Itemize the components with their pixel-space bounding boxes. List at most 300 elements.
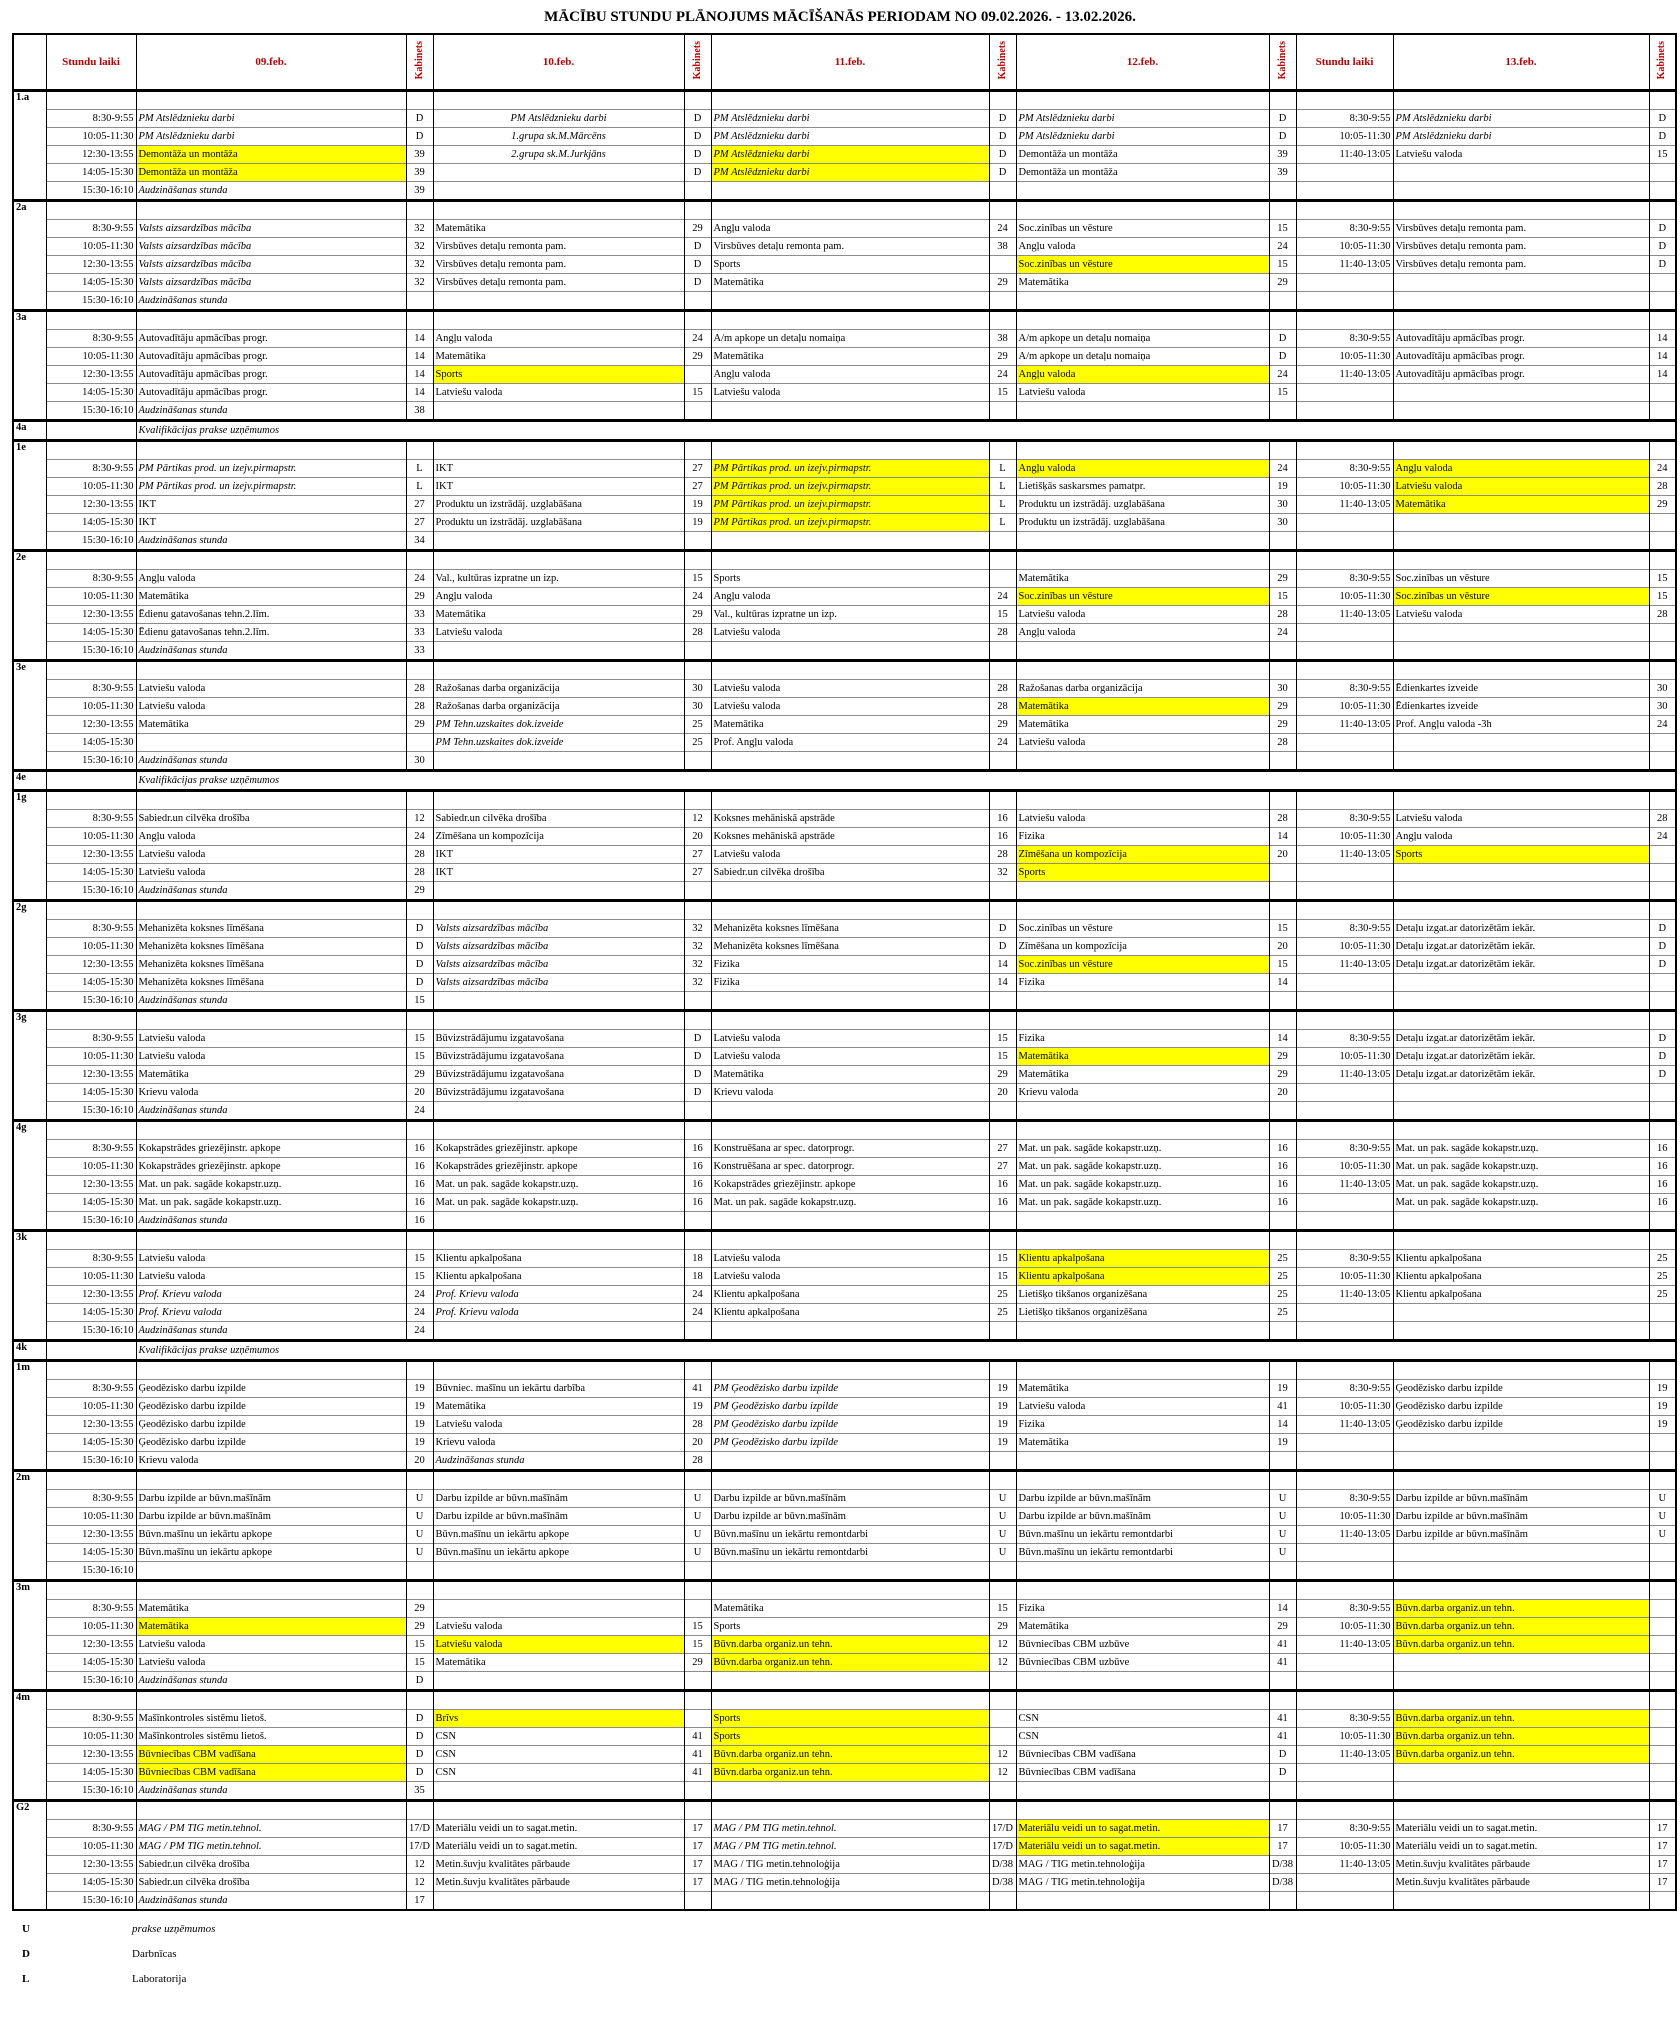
subject-cell <box>1016 441 1269 460</box>
room-cell: U <box>1269 1526 1296 1544</box>
room-cell: D/38 <box>989 1856 1016 1874</box>
subject-cell <box>1393 1121 1649 1140</box>
timetable-row <box>13 238 1676 256</box>
room-cell <box>684 1471 711 1490</box>
room-cell <box>684 1212 711 1231</box>
room-cell: 15 <box>684 1618 711 1636</box>
group-spacer-row <box>13 201 1676 220</box>
room-cell: 28 <box>684 1416 711 1434</box>
subject-cell <box>1393 1231 1649 1250</box>
legend-label-u: prakse uzņēmumos <box>132 1922 216 1935</box>
room-cell <box>684 1672 711 1691</box>
time-cell: 15:30-16:10 <box>46 182 136 201</box>
room-cell <box>406 441 433 460</box>
room-cell: 16 <box>684 1194 711 1212</box>
subject-cell: Mat. un pak. sagāde kokapstr.uzņ. <box>1393 1158 1649 1176</box>
room-cell: 27 <box>406 496 433 514</box>
subject-cell: Virsbūves detaļu remonta pam. <box>433 274 684 292</box>
room-cell: 29 <box>684 606 711 624</box>
time-cell: 15:30-16:10 <box>46 1212 136 1231</box>
time-cell: 15:30-16:10 <box>46 992 136 1011</box>
time-cell: 10:05-11:30 <box>1296 1398 1393 1416</box>
room-cell <box>989 1581 1016 1600</box>
room-cell: D <box>989 164 1016 182</box>
subject-cell: Latviešu valoda <box>711 384 989 402</box>
time-cell <box>1296 642 1393 661</box>
room-cell: 33 <box>406 606 433 624</box>
time-cell <box>1296 514 1393 532</box>
time-cell <box>46 771 136 791</box>
room-cell: D <box>1269 128 1296 146</box>
room-cell: 17/D <box>406 1838 433 1856</box>
room-cell: D <box>684 164 711 182</box>
room-cell <box>1649 292 1676 311</box>
time-cell <box>1296 882 1393 901</box>
subject-cell: Latviešu valoda <box>711 698 989 716</box>
timetable-row <box>13 514 1676 532</box>
subject-cell: Latviešu valoda <box>433 1416 684 1434</box>
room-cell <box>1269 551 1296 570</box>
subject-cell: Latviešu valoda <box>136 1654 406 1672</box>
time-cell: 8:30-9:55 <box>46 1600 136 1618</box>
room-cell <box>1649 1618 1676 1636</box>
subject-cell: Matemātika <box>711 348 989 366</box>
subject-cell: Darbu izpilde ar būvn.mašīnām <box>433 1508 684 1526</box>
room-cell: 16 <box>684 1176 711 1194</box>
subject-cell <box>1393 1581 1649 1600</box>
room-cell <box>1649 791 1676 810</box>
subject-cell: Ģeodēzisko darbu izpilde <box>136 1434 406 1452</box>
room-cell: 35 <box>406 1782 433 1801</box>
time-cell <box>1296 201 1393 220</box>
time-cell <box>1296 182 1393 201</box>
room-cell: D <box>1649 938 1676 956</box>
room-cell: 28 <box>1269 810 1296 828</box>
room-cell <box>684 311 711 330</box>
room-cell: 15 <box>1269 256 1296 274</box>
room-cell <box>989 1452 1016 1471</box>
subject-cell: Latviešu valoda <box>711 1030 989 1048</box>
time-column-header: Stundu laiki <box>46 34 136 91</box>
room-cell <box>1649 164 1676 182</box>
room-cell: D/38 <box>1269 1856 1296 1874</box>
room-cell <box>1269 1322 1296 1341</box>
room-cell: L <box>989 460 1016 478</box>
subject-cell <box>1016 1562 1269 1581</box>
room-cell: D <box>684 146 711 164</box>
subject-cell <box>711 292 989 311</box>
room-cell: U <box>989 1526 1016 1544</box>
subject-cell: Būvn.mašīnu un iekārtu apkope <box>433 1544 684 1562</box>
room-cell: 16 <box>989 810 1016 828</box>
subject-cell: Materiālu veidi un to sagat.metin. <box>433 1820 684 1838</box>
room-cell: 28 <box>989 624 1016 642</box>
room-cell: 16 <box>1649 1176 1676 1194</box>
room-cell: 25 <box>1269 1250 1296 1268</box>
subject-cell: Matemātika <box>1016 716 1269 734</box>
subject-cell <box>433 292 684 311</box>
timetable-row <box>13 1416 1676 1434</box>
subject-cell <box>433 1361 684 1380</box>
time-cell: 10:05-11:30 <box>46 1838 136 1856</box>
time-cell <box>46 1801 136 1820</box>
room-cell: 15 <box>406 1636 433 1654</box>
time-cell: 10:05-11:30 <box>46 938 136 956</box>
room-cell <box>1649 1710 1676 1728</box>
subject-cell: Matemātika <box>433 1398 684 1416</box>
timetable-row <box>13 698 1676 716</box>
subject-cell: Autovadītāju apmācības progr. <box>136 384 406 402</box>
subject-cell: IKT <box>433 460 684 478</box>
room-cell: 38 <box>989 330 1016 348</box>
subject-cell: PM Atslēdznieku darbi <box>1016 110 1269 128</box>
subject-cell: Ražošanas darba organizācija <box>1016 680 1269 698</box>
subject-cell <box>136 551 406 570</box>
room-cell: 29 <box>1269 716 1296 734</box>
subject-cell: Mehanizēta koksnes līmēšana <box>711 938 989 956</box>
timetable-row <box>13 642 1676 661</box>
subject-cell <box>1393 864 1649 882</box>
room-cell <box>1269 402 1296 421</box>
time-cell: 11:40-13:05 <box>1296 496 1393 514</box>
room-cell: D <box>989 920 1016 938</box>
subject-cell: Detaļu izgat.ar datorizētām iekār. <box>1393 1048 1649 1066</box>
subject-cell: Matemātika <box>1016 698 1269 716</box>
subject-cell <box>1393 1471 1649 1490</box>
subject-cell: Materiālu veidi un to sagat.metin. <box>1393 1820 1649 1838</box>
timetable-row <box>13 182 1676 201</box>
time-cell: 8:30-9:55 <box>1296 1250 1393 1268</box>
time-cell <box>1296 1654 1393 1672</box>
timetable-header <box>13 34 1676 91</box>
subject-cell <box>136 661 406 680</box>
subject-cell: Klientu apkalpošana <box>1393 1250 1649 1268</box>
time-cell: 12:30-13:55 <box>46 956 136 974</box>
time-cell: 12:30-13:55 <box>46 256 136 274</box>
subject-cell: Audzināšanas stunda <box>136 1672 406 1691</box>
subject-cell: Latviešu valoda <box>433 1636 684 1654</box>
room-cell: 19 <box>684 496 711 514</box>
subject-cell: Mehanizēta koksnes līmēšana <box>136 974 406 992</box>
room-cell: 12 <box>406 1874 433 1892</box>
room-cell: 19 <box>989 1398 1016 1416</box>
room-cell <box>684 791 711 810</box>
room-cell: 19 <box>406 1434 433 1452</box>
subject-cell: Latviešu valoda <box>136 1250 406 1268</box>
room-cell: 15 <box>1649 588 1676 606</box>
subject-cell: Darbu izpilde ar būvn.mašīnām <box>1393 1490 1649 1508</box>
subject-cell: Būvn.darba organiz.un tehn. <box>1393 1728 1649 1746</box>
room-cell: D <box>684 1084 711 1102</box>
time-cell <box>1296 1361 1393 1380</box>
subject-cell: Audzināšanas stunda <box>136 752 406 771</box>
time-cell: 15:30-16:10 <box>46 1322 136 1341</box>
room-cell <box>1269 661 1296 680</box>
time-cell <box>46 421 136 441</box>
subject-cell <box>711 992 989 1011</box>
time-cell: 8:30-9:55 <box>1296 920 1393 938</box>
room-cell <box>684 992 711 1011</box>
timetable-row <box>13 992 1676 1011</box>
time-cell <box>1296 1764 1393 1782</box>
subject-cell: PM Atslēdznieku darbi <box>711 146 989 164</box>
subject-cell: Darbu izpilde ar būvn.mašīnām <box>711 1508 989 1526</box>
room-cell: 28 <box>1269 734 1296 752</box>
room-cell: 15 <box>406 1268 433 1286</box>
time-cell: 14:05-15:30 <box>46 1194 136 1212</box>
room-cell: D <box>1649 1030 1676 1048</box>
legend-row <box>22 1941 1680 1966</box>
class-label: 3a <box>13 311 46 421</box>
subject-cell: Ģeodēzisko darbu izpilde <box>136 1416 406 1434</box>
subject-cell <box>1016 1361 1269 1380</box>
room-cell <box>1649 1231 1676 1250</box>
room-cell: 17/D <box>989 1820 1016 1838</box>
subject-cell: Angļu valoda <box>1393 828 1649 846</box>
subject-cell <box>136 311 406 330</box>
room-cell <box>989 791 1016 810</box>
subject-cell: Fizika <box>1016 1030 1269 1048</box>
subject-cell: Virsbūves detaļu remonta pam. <box>1393 220 1649 238</box>
room-cell: 29 <box>1269 1066 1296 1084</box>
room-cell <box>406 1361 433 1380</box>
subject-cell: IKT <box>136 514 406 532</box>
subject-cell: 1.grupa sk.M.Mārcēns <box>433 128 684 146</box>
subject-cell <box>1016 91 1269 110</box>
room-cell <box>1649 384 1676 402</box>
subject-cell: Latviešu valoda <box>1016 734 1269 752</box>
room-cell: 16 <box>1269 1194 1296 1212</box>
time-cell <box>46 1361 136 1380</box>
room-cell: 16 <box>1269 1158 1296 1176</box>
subject-cell: Audzināšanas stunda <box>136 1782 406 1801</box>
timetable-row <box>13 1286 1676 1304</box>
room-cell: 28 <box>989 698 1016 716</box>
room-cell: 14 <box>406 366 433 384</box>
timetable-row <box>13 1526 1676 1544</box>
room-cell: 28 <box>406 698 433 716</box>
subject-cell <box>433 441 684 460</box>
room-cell: 19 <box>989 1416 1016 1434</box>
room-cell: 19 <box>406 1398 433 1416</box>
room-cell: 14 <box>406 330 433 348</box>
time-cell: 12:30-13:55 <box>46 1856 136 1874</box>
time-cell <box>46 201 136 220</box>
room-cell <box>1649 1691 1676 1710</box>
subject-cell: Autovadītāju apmācības progr. <box>1393 366 1649 384</box>
room-cell <box>1649 1361 1676 1380</box>
subject-cell: Koksnes mehāniskā apstrāde <box>711 810 989 828</box>
subject-cell <box>1393 1562 1649 1581</box>
room-cell: 28 <box>406 846 433 864</box>
time-cell: 12:30-13:55 <box>46 1286 136 1304</box>
time-cell: 8:30-9:55 <box>46 330 136 348</box>
subject-cell <box>136 1231 406 1250</box>
subject-cell <box>1393 1672 1649 1691</box>
room-cell: 14 <box>989 956 1016 974</box>
room-cell: 30 <box>1269 514 1296 532</box>
room-cell <box>989 1782 1016 1801</box>
time-cell: 10:05-11:30 <box>1296 588 1393 606</box>
room-cell: 28 <box>989 680 1016 698</box>
room-cell <box>1649 992 1676 1011</box>
room-cell: 25 <box>684 716 711 734</box>
subject-cell: Darbu izpilde ar būvn.mašīnām <box>711 1490 989 1508</box>
subject-cell: Produktu un izstrādāj. uzglabāšana <box>1016 496 1269 514</box>
subject-cell <box>433 1231 684 1250</box>
subject-cell: PM Pārtikas prod. un izejv.pirmapstr. <box>711 496 989 514</box>
room-cell: 20 <box>684 1434 711 1452</box>
time-cell: 15:30-16:10 <box>46 1892 136 1911</box>
subject-cell: Produktu un izstrādāj. uzglabāšana <box>433 496 684 514</box>
subject-cell <box>1393 1691 1649 1710</box>
room-cell <box>1649 642 1676 661</box>
subject-cell <box>1016 1691 1269 1710</box>
room-cell: 15 <box>989 1600 1016 1618</box>
room-cell: 24 <box>406 828 433 846</box>
subject-cell <box>1393 274 1649 292</box>
room-cell: 20 <box>989 1084 1016 1102</box>
time-cell <box>1296 752 1393 771</box>
subject-cell: PM Atslēdznieku darbi <box>136 110 406 128</box>
time-cell: 14:05-15:30 <box>46 1544 136 1562</box>
room-cell <box>989 1562 1016 1581</box>
room-cell: 19 <box>684 1398 711 1416</box>
subject-cell: Latviešu valoda <box>711 624 989 642</box>
room-cell <box>684 1562 711 1581</box>
subject-cell: Detaļu izgat.ar datorizētām iekār. <box>1393 956 1649 974</box>
room-cell: 32 <box>406 256 433 274</box>
room-cell: 19 <box>406 1416 433 1434</box>
room-cell: 38 <box>406 402 433 421</box>
subject-cell: Mašīnkontroles sistēmu lietoš. <box>136 1728 406 1746</box>
time-cell: 15:30-16:10 <box>46 1452 136 1471</box>
subject-cell <box>1016 1782 1269 1801</box>
subject-cell: Angļu valoda <box>136 828 406 846</box>
time-cell: 14:05-15:30 <box>46 624 136 642</box>
timetable-row <box>13 1782 1676 1801</box>
subject-cell: Audzināšanas stunda <box>136 532 406 551</box>
subject-cell: Angļu valoda <box>1016 238 1269 256</box>
time-cell: 10:05-11:30 <box>46 588 136 606</box>
time-cell: 15:30-16:10 <box>46 1782 136 1801</box>
room-cell: 14 <box>1269 1600 1296 1618</box>
subject-cell <box>1393 1102 1649 1121</box>
room-cell: 20 <box>406 1452 433 1471</box>
room-cell <box>1269 311 1296 330</box>
room-cell: 33 <box>406 642 433 661</box>
room-cell <box>989 402 1016 421</box>
time-cell <box>1296 734 1393 752</box>
subject-cell <box>1393 1361 1649 1380</box>
subject-cell <box>1016 182 1269 201</box>
subject-cell: Fizika <box>711 956 989 974</box>
subject-cell: Sabiedr.un cilvēka drošība <box>136 1874 406 1892</box>
room-cell: 39 <box>1269 164 1296 182</box>
room-cell: 19 <box>989 1380 1016 1398</box>
time-cell: 15:30-16:10 <box>46 752 136 771</box>
room-cell <box>684 1691 711 1710</box>
room-cell: 15 <box>989 1268 1016 1286</box>
room-cell: 41 <box>684 1380 711 1398</box>
class-label: 2e <box>13 551 46 661</box>
room-cell: 14 <box>1269 828 1296 846</box>
room-cell: U <box>684 1526 711 1544</box>
time-cell <box>46 1581 136 1600</box>
time-cell: 8:30-9:55 <box>1296 1380 1393 1398</box>
timetable-row <box>13 1250 1676 1268</box>
subject-cell <box>1393 1434 1649 1452</box>
time-cell: 10:05-11:30 <box>1296 238 1393 256</box>
room-cell: 15 <box>989 1250 1016 1268</box>
room-cell <box>1649 1304 1676 1322</box>
subject-cell: Matemātika <box>711 274 989 292</box>
subject-cell: Latviešu valoda <box>136 680 406 698</box>
subject-cell: Val., kultūras izpratne un izp. <box>711 606 989 624</box>
time-cell <box>1296 1102 1393 1121</box>
room-column-header: Kabinets <box>1269 34 1296 91</box>
subject-cell: Konstruēšana ar spec. datorprogr. <box>711 1158 989 1176</box>
subject-cell: Būvn.darba organiz.un tehn. <box>1393 1710 1649 1728</box>
subject-cell <box>1016 292 1269 311</box>
room-cell <box>684 1600 711 1618</box>
room-cell: 12 <box>406 810 433 828</box>
subject-cell: Latviešu valoda <box>136 846 406 864</box>
time-cell: 10:05-11:30 <box>1296 1508 1393 1526</box>
timetable-row <box>13 828 1676 846</box>
subject-cell: MAG / PM TIG metin.tehnol. <box>711 1820 989 1838</box>
subject-cell <box>1016 1011 1269 1030</box>
timetable-row <box>13 146 1676 164</box>
time-cell: 8:30-9:55 <box>1296 1820 1393 1838</box>
room-cell: 30 <box>684 680 711 698</box>
room-cell <box>989 1102 1016 1121</box>
room-cell: 17 <box>1649 1874 1676 1892</box>
time-cell <box>46 1231 136 1250</box>
subject-cell <box>433 201 684 220</box>
timetable-row <box>13 588 1676 606</box>
time-cell <box>1296 1011 1393 1030</box>
subject-cell: Mašīnkontroles sistēmu lietoš. <box>136 1710 406 1728</box>
room-cell: 24 <box>1269 238 1296 256</box>
subject-cell <box>1016 1452 1269 1471</box>
subject-cell: Matemātika <box>136 588 406 606</box>
subject-cell <box>433 791 684 810</box>
room-cell <box>1649 1581 1676 1600</box>
subject-cell <box>711 1892 989 1911</box>
room-cell: 29 <box>406 1600 433 1618</box>
time-cell: 10:05-11:30 <box>1296 698 1393 716</box>
subject-cell <box>433 882 684 901</box>
room-cell: 29 <box>684 220 711 238</box>
subject-cell: Latviešu valoda <box>1393 478 1649 496</box>
subject-cell: IKT <box>433 846 684 864</box>
subject-cell: Būvn.mašīnu un iekārtu remontdarbi <box>711 1544 989 1562</box>
class-label: 4a <box>13 421 46 441</box>
room-cell: D <box>684 128 711 146</box>
subject-cell: Sports <box>711 256 989 274</box>
group-spacer-row <box>13 311 1676 330</box>
subject-cell: Prof. Krievu valoda <box>433 1286 684 1304</box>
subject-cell: PM Pārtikas prod. un izejv.pirmapstr. <box>136 478 406 496</box>
room-cell: 24 <box>1649 460 1676 478</box>
subject-cell: Sabiedr.un cilvēka drošība <box>136 1856 406 1874</box>
timetable-body <box>13 91 1676 1911</box>
subject-cell: Zīmēšana un kompozīcija <box>433 828 684 846</box>
room-cell <box>1649 1562 1676 1581</box>
subject-cell: Būvizstrādājumu izgatavošana <box>433 1066 684 1084</box>
room-cell: 15 <box>406 992 433 1011</box>
